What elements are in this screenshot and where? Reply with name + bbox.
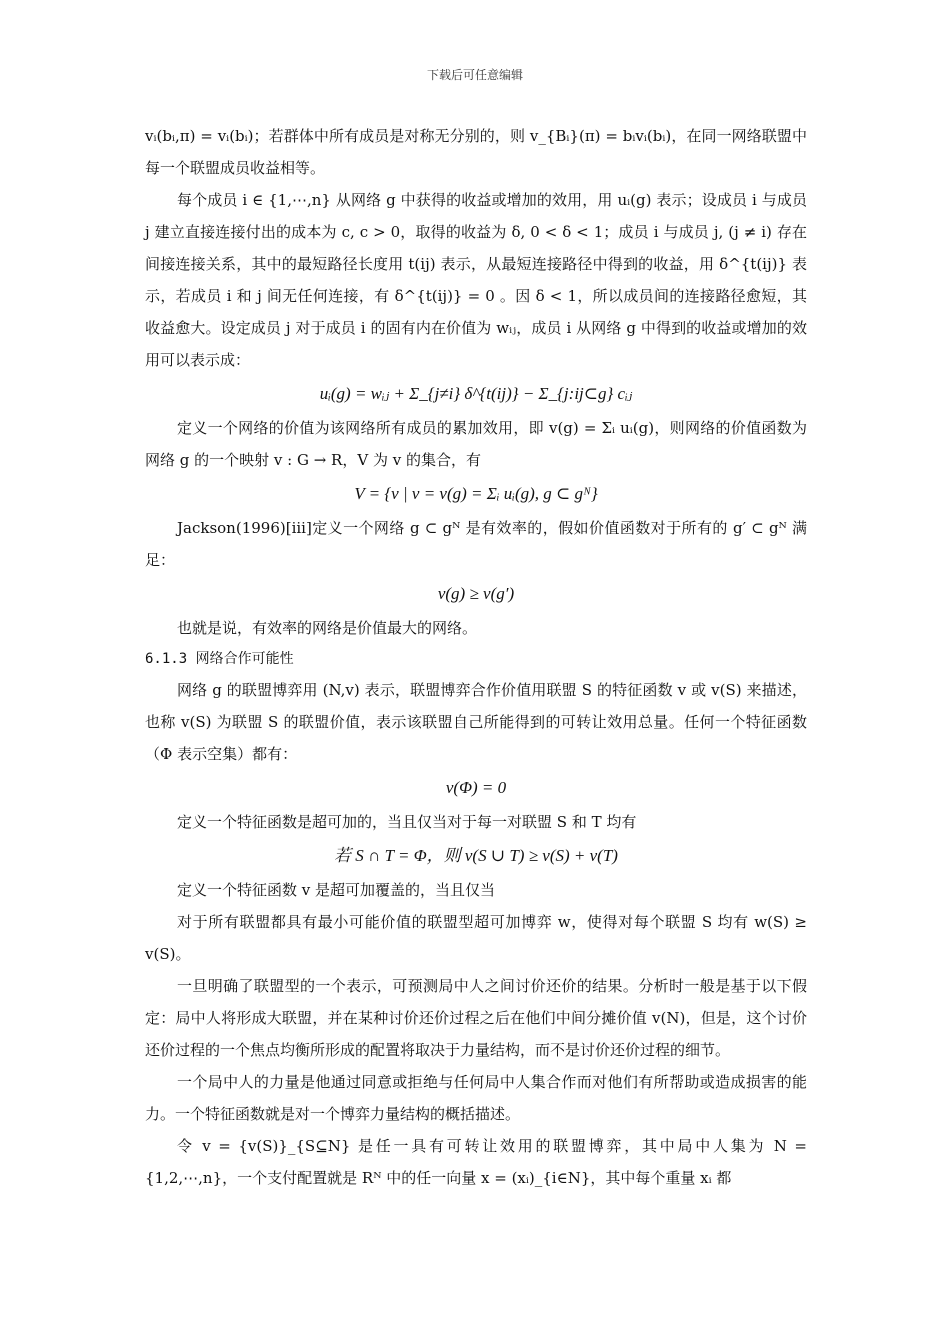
equation-value-set: V = {v | v = v(g) = Σᵢ uᵢ(g), g ⊂ gᴺ} — [354, 484, 598, 503]
paragraph: vᵢ(bᵢ,π) = vᵢ(bᵢ)；若群体中所有成员是对称无分别的，则 v_{Bᵢ}(π) = bᵢvᵢ(bᵢ)，在同一网络联盟中每一个联盟成员收益相等。 — [145, 127, 807, 177]
paragraph: 对于所有联盟都具有最小可能价值的联盟型超可加博弈 w，使得对每个联盟 S 均有 w(S) ≥ v(S)。 — [145, 913, 807, 963]
paragraph: 定义一个特征函数 v 是超可加覆盖的，当且仅当 — [177, 881, 496, 899]
paragraph: 一个局中人的力量是他通过同意或拒绝与任何局中人集合作而对他们有所帮助或造成损害的能力。一个特征函数就是对一个博弈力量结构的概括描述。 — [145, 1073, 807, 1123]
paragraph: 令 v = {v(S)}_{S⊆N} 是任一具有可转让效用的联盟博弈，其中局中人集为 N = {1,2,⋯,n}，一个支付配置就是 Rᴺ 中的任一向量 x = (xᵢ)_{i∈N}，其中每个重量 xᵢ 都 — [145, 1137, 807, 1187]
paragraph: 网络 g 的联盟博弈用 (N,v) 表示，联盟博弈合作价值用联盟 S 的特征函数 v 或 v(S) 来描述，也称 v(S) 为联盟 S 的联盟价值，表示该联盟自己所能得到的可转让效用总量。任何一个特征函数（Φ 表示空集）都有： — [145, 681, 807, 763]
section-heading: 6.1.3 网络合作可能性 — [145, 651, 294, 667]
equation-empty-set: v(Φ) = 0 — [445, 778, 507, 797]
paragraph: 每个成员 i ∈ {1,⋯,n} 从网络 g 中获得的收益或增加的效用，用 uᵢ(g) 表示；设成员 i 与成员 j 建立直接连接付出的成本为 c, c > 0，取得的收益为 δ, 0 < δ < 1；成员 i 与成员 j, (j ≠ i) 存在间接连接关系，其中的最短路径长度用 t(ij) 表示，从最短连接路径中得到的收益，用 δ^{t(ij)} 表示，若成员 i 和 j 间无任何连接，有 δ^{t(ij)} = 0 。因 δ < 1，所以成员间的连接路径愈短，其收益愈大。设定成员 j 对于成员 i 的固有内在价值为 wᵢⱼ，成员 i 从网络 g 中得到的收益或增加的效用可以表示成： — [145, 191, 807, 369]
paragraph: Jackson(1996)[iii]定义一个网络 g ⊂ gᴺ 是有效率的，假如价值函数对于所有的 g′ ⊂ gᴺ 满足： — [145, 519, 807, 569]
equation-utility: uᵢ(g) = wᵢⱼ + Σ_{j≠i} δ^{t(ij)} − Σ_{j:ij⊂g} cᵢⱼ — [319, 384, 633, 403]
equation-efficiency: v(g) ≥ v(g′) — [437, 584, 515, 603]
page-header: 下载后可任意编辑 — [426, 68, 523, 82]
paragraph: 定义一个特征函数是超可加的，当且仅当对于每一对联盟 S 和 T 均有 — [177, 813, 637, 831]
equation-superadditive: 若 S ∩ T = Φ，则 v(S ∪ T) ≥ v(S) + v(T) — [334, 846, 618, 865]
paragraph: 也就是说，有效率的网络是价值最大的网络。 — [177, 619, 478, 637]
document-body — [145, 120, 807, 1194]
paragraph: 一旦明确了联盟型的一个表示，可预测局中人之间讨价还价的结果。分析时一般是基于以下假定：局中人将形成大联盟，并在某种讨价还价过程之后在他们中间分摊价值 v(N)，但是，这个讨价还价过程的一个焦点均衡所形成的配置将取决于力量结构，而不是讨价还价过程的细节。 — [145, 977, 807, 1059]
paragraph: 定义一个网络的价值为该网络所有成员的累加效用，即 v(g) = Σᵢ uᵢ(g)，则网络的价值函数为网络 g 的一个映射 v : G → R，V 为 v 的集合，有 — [145, 419, 807, 469]
